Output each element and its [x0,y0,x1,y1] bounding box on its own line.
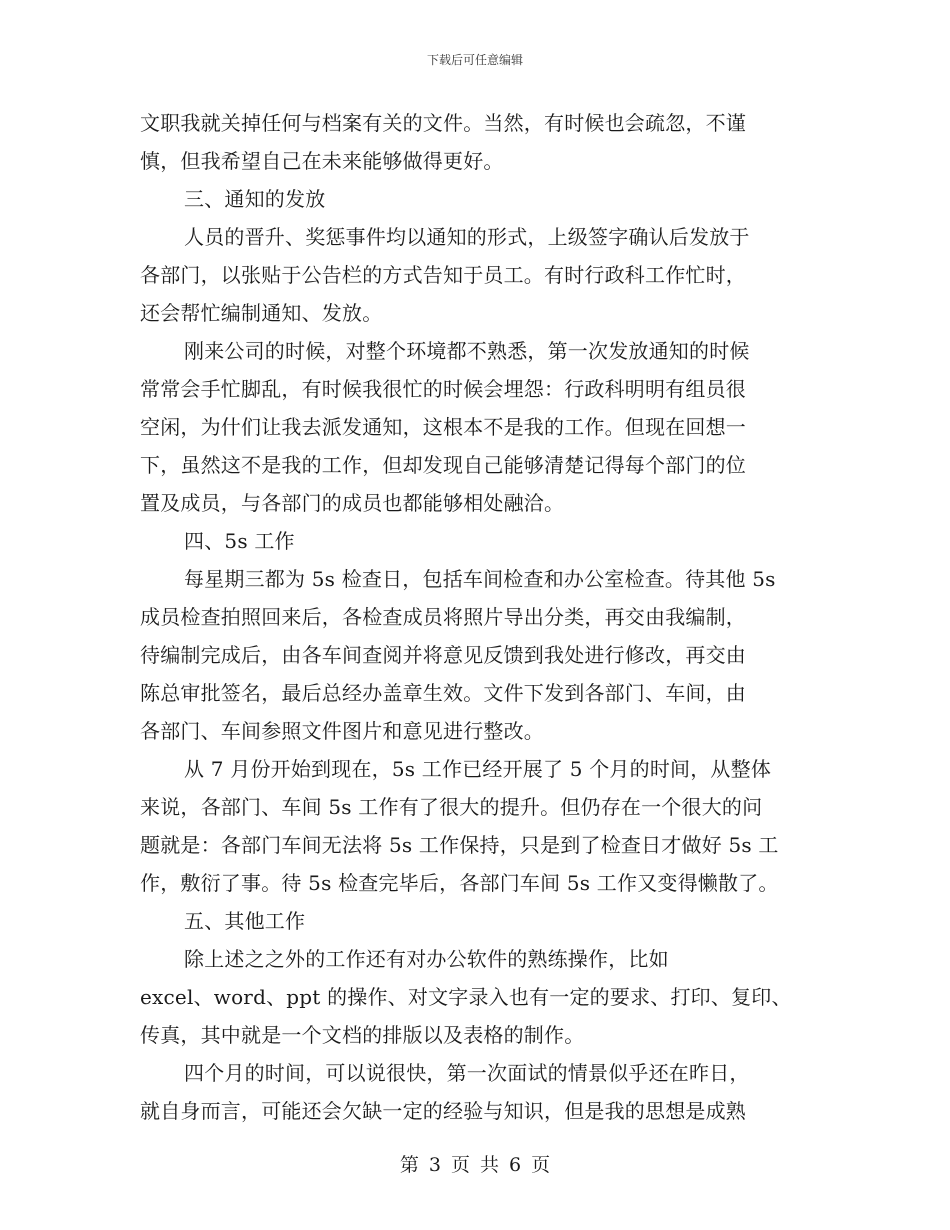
text-line: excel、word、ppt 的操作、对文字录入也有一定的要求、打印、复印、 [140,985,792,1009]
text-line: 除上述之之外的工作还有对办公软件的熟练操作，比如 [184,947,669,971]
text-line: 下，虽然这不是我的工作，但却发现自己能够清楚记得每个部门的位 [140,453,746,477]
text-line: 就自身而言，可能还会欠缺一定的经验与知识，但是我的思想是成熟 [140,1099,746,1123]
text-line: 空闲，为什们让我去派发通知，这根本不是我的工作。但现在回想一 [140,415,746,439]
text-line: 题就是：各部门车间无法将 5s 工作保持，只是到了检查日才做好 5s 工 [140,833,779,857]
section-heading: 四、5s 工作 [184,529,295,553]
text-line: 置及成员，与各部门的成员也都能够相处融洽。 [140,491,565,515]
page-footer: 第 3 页 共 6 页 [399,1154,551,1176]
text-line: 还会帮忙编制通知、发放。 [140,301,383,325]
text-line: 慎，但我希望自己在未来能够做得更好。 [140,149,504,173]
text-line: 刚来公司的时候，对整个环境都不熟悉，第一次发放通知的时候 [184,339,750,363]
text-line: 四个月的时间，可以说很快，第一次面试的情景似乎还在昨日， [184,1061,750,1085]
text-line: 从 7 月份开始到现在，5s 工作已经开展了 5 个月的时间，从整体 [184,757,772,781]
text-line: 每星期三都为 5s 检查日，包括车间检查和办公室检查。待其他 5s [184,567,776,591]
text-line: 人员的晋升、奖惩事件均以通知的形式，上级签字确认后发放于 [184,225,750,249]
text-line: 文职我就关掉任何与档案有关的文件。当然，有时候也会疏忽，不谨 [140,111,746,135]
section-heading: 五、其他工作 [184,909,306,933]
text-line: 来说，各部门、车间 5s 工作有了很大的提升。但仍存在一个很大的问 [140,795,763,819]
section-heading: 三、通知的发放 [184,187,326,211]
text-line: 陈总审批签名，最后总经办盖章生效。文件下发到各部门、车间，由 [140,681,746,705]
text-line: 成员检查拍照回来后，各检查成员将照片导出分类，再交由我编制， [140,605,746,629]
text-line: 传真，其中就是一个文档的排版以及表格的制作。 [140,1023,585,1047]
text-line: 常常会手忙脚乱，有时候我很忙的时候会埋怨：行政科明明有组员很 [140,377,746,401]
text-line: 各部门，以张贴于公告栏的方式告知于员工。有时行政科工作忙时， [140,263,746,287]
text-line: 各部门、车间参照文件图片和意见进行整改。 [140,719,544,743]
page-header: 下载后可任意编辑 [426,53,523,67]
text-line: 作，敷衍了事。待 5s 检查完毕后，各部门车间 5s 工作又变得懒散了。 [140,871,779,895]
document-body [140,104,820,1130]
text-line: 待编制完成后，由各车间查阅并将意见反馈到我处进行修改，再交由 [140,643,746,667]
